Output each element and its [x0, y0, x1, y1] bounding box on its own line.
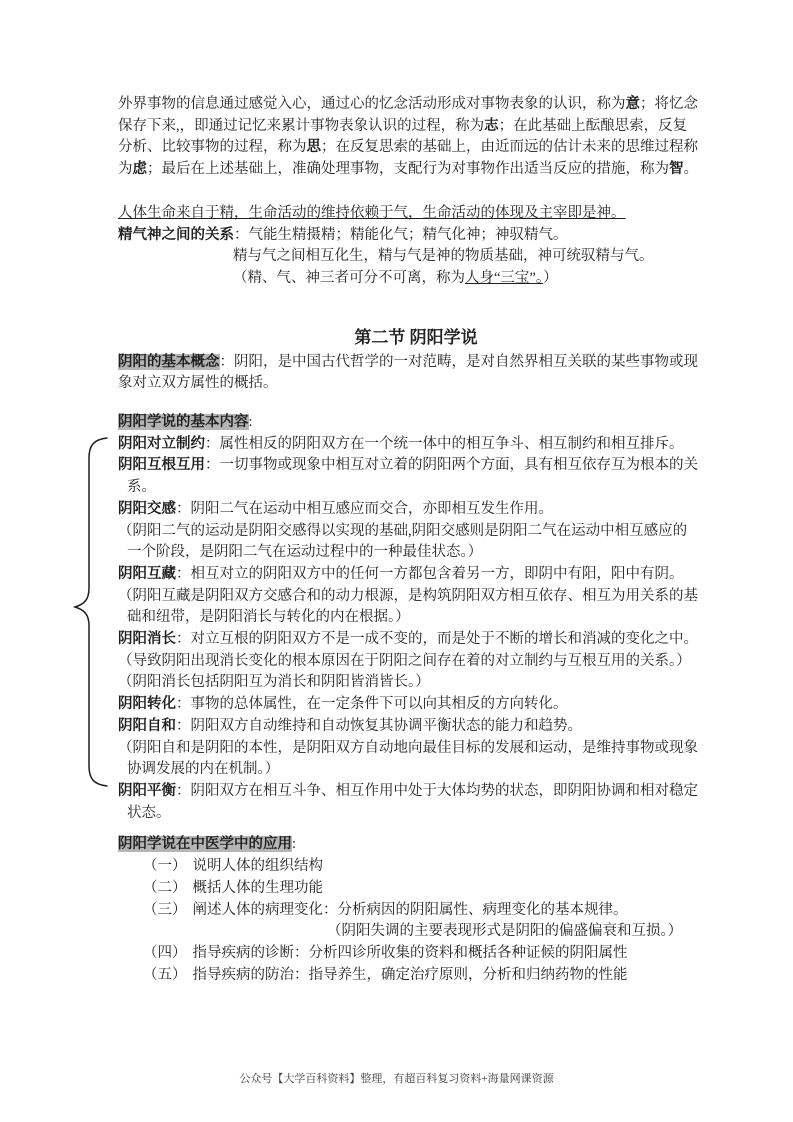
text-segment: 阴阳对立制约: [118, 435, 205, 452]
paragraph-yinyang-concept: [118, 352, 714, 395]
text-segment: 说明人体的组织结构: [192, 858, 323, 875]
text-segment: 阐述人体的病理变化：分析病因的阴阳属性、病理变化的基本规律。: [192, 901, 628, 918]
text-segment: :: [248, 414, 253, 431]
section-title: 第二节 阴阳学说: [354, 327, 478, 347]
text-line: [118, 455, 714, 477]
heading-yinyang-basic-content: [118, 412, 714, 434]
text-line: [118, 203, 714, 225]
text-segment: 思: [306, 139, 321, 156]
text-segment: ；在反复思索的基础上，由近而远的估计未来的思维过程称: [321, 139, 698, 156]
item-number: （四）: [143, 944, 187, 961]
footer-note: 公众号【大学百科资料】整理，有超百科复习资料+海量网课资源: [239, 1073, 554, 1085]
text-segment: ；将忆念: [640, 96, 698, 112]
text-segment: 精气神之间的关系: [118, 226, 234, 243]
text-segment: ）: [543, 269, 558, 286]
text-segment: （精、气、神三者可分不可离，称为: [233, 269, 465, 286]
text-segment: 象对立双方属性的概括。: [118, 375, 278, 392]
text-segment: 阴阳互根互用: [118, 457, 205, 474]
text-segment: 外界事物的信息通过感觉入心，通过心的忆念活动形成对事物表象的认识，称为: [118, 96, 626, 112]
text-segment: ；在此基础上酝酿思索，反复: [498, 117, 688, 134]
text-line: [118, 586, 714, 608]
text-segment: （阴阳二气的运动是阴阳交感得以实现的基础,阴阳交感则是阴阳二气在运动中相互感应的: [118, 522, 688, 539]
text-segment: 保存下来,，即通过记忆来累计事物表象认识的过程，称为: [118, 117, 485, 134]
text-line: [127, 759, 714, 781]
text-segment: ：一切事物或现象中相互对立着的阴阳两个方面，具有相互依存互为根本的关: [205, 457, 698, 474]
text-line: [118, 159, 714, 181]
text-segment: 阴阳自和: [118, 717, 176, 734]
text-segment: ：阴阳双方自动维持和自动恢复其协调平衡状态的能力和趋势。: [176, 717, 582, 734]
paragraph-heart-mind-terms: [118, 94, 714, 181]
item-text: [193, 858, 324, 874]
text-segment: 虑: [132, 161, 147, 178]
text-line: [118, 651, 714, 673]
application-list: [118, 856, 714, 986]
text-segment: （导致阴阳出现消长变化的根本原因在于阴阳之间存在着的对立制约与互根互用的关系。）: [118, 652, 691, 669]
text-segment: ：属性相反的阴阳双方在一个统一体中的相互争斗、相互制约和相互排斥。: [205, 435, 684, 452]
text-segment: （阴阳互藏是阴阳双方交感合和的动力根源，是构筑阴阳双方相互依存、相互为用关系的基: [118, 587, 698, 604]
document-body: [118, 94, 714, 986]
text-segment: 阴阳的基本概念: [118, 353, 220, 370]
text-line: [118, 521, 714, 543]
text-line: [118, 434, 714, 456]
text-segment: 系。: [127, 479, 156, 496]
text-segment: ：阴阳二气在运动中相互感应而交合，亦即相互发生作用。: [176, 500, 553, 517]
text-line: [118, 373, 714, 395]
text-segment: 状态。: [127, 804, 171, 821]
list-item: [118, 943, 714, 965]
text-line: [118, 116, 714, 138]
text-line: [127, 477, 714, 499]
text-segment: 志: [484, 117, 499, 134]
text-segment: ：事物的总体属性，在一定条件下可以向其相反的方向转化。: [176, 696, 568, 713]
list-item: [118, 900, 714, 943]
text-segment: 础和纽带，是阴阳消长与转化的内在根据。）: [127, 609, 410, 626]
text-segment: ：气能生精摄精；精能化气；精气化神；神驭精气。: [234, 226, 568, 243]
item-text: [193, 945, 628, 961]
text-segment: 阴阳学说在中医学中的应用: [118, 836, 292, 853]
text-segment: 一个阶段，是阴阳二气在运动过程中的一种最佳状态。）: [127, 544, 483, 561]
text-segment: 。: [683, 161, 698, 178]
item-number: （二）: [143, 879, 187, 896]
text-segment: ：阴阳双方在相互斗争、相互作用中处于大体均势的状态，即阴阳协调和相对稳定: [176, 782, 698, 799]
list-item: [118, 878, 714, 900]
text-line: [127, 607, 714, 629]
text-segment: 智: [669, 161, 684, 178]
text-segment: （阴阳消长包括阴阳互为消长和阴阳皆消皆长。）: [118, 674, 430, 691]
text-line: [118, 352, 714, 374]
text-segment: ；最后在上述基础上，准确处理事物，支配行为对事物作出适当反应的措施，称为: [147, 161, 669, 178]
text-segment: 阴阳消长: [118, 631, 176, 648]
item-number: （一）: [143, 858, 187, 875]
list-item: [118, 856, 714, 878]
text-line: [118, 499, 714, 521]
text-segment: 阴阳平衡: [118, 782, 176, 799]
text-line: [118, 629, 714, 651]
heading-yinyang-application: [118, 834, 714, 856]
text-line: [118, 137, 714, 159]
text-line: [118, 564, 714, 586]
text-line: [118, 781, 714, 803]
text-segment: 阴阳学说的基本内容: [118, 414, 249, 431]
text-segment: 意: [625, 96, 640, 112]
text-segment: 阴阳转化: [118, 696, 176, 713]
text-segment: ：阴阳，是中国古代哲学的一对范畴，是对自然界相互关联的某些事物或现: [219, 353, 698, 370]
text-line: [118, 225, 714, 247]
text-segment: ：相互对立的阴阳双方中的任何一方都包含着另一方，即阴中有阳，阳中有阴。: [176, 565, 684, 582]
item-text: [193, 902, 628, 918]
text-segment: 协调发展的内在机制。）: [127, 761, 280, 778]
text-segment: 阴阳互藏: [118, 565, 176, 582]
yinyang-content-list: [118, 434, 714, 825]
item-subnote: （阴阳失调的主要表现形式是阴阳的偏盛偏衰和互损。）: [327, 923, 683, 940]
text-line: [118, 716, 714, 738]
text-line: [118, 672, 714, 694]
item-number: （五）: [143, 966, 187, 983]
text-line: [127, 542, 714, 564]
text-segment: 人身“三宝”。: [465, 269, 544, 286]
text-line: [233, 268, 714, 290]
paragraph-jing-qi-shen: [118, 203, 714, 290]
text-segment: 指导疾病的防治：指导养生，确定治疗原则，分析和归纳药物的性能: [192, 966, 628, 983]
text-segment: 精与气之间相互化生，精与气是神的物质基础，神可统驭精与气。: [233, 248, 654, 265]
item-number: （三）: [143, 901, 187, 918]
text-segment: 指导疾病的诊断：分析四诊所收集的资料和概括各种证候的阴阳属性: [192, 944, 628, 961]
text-line: [233, 246, 714, 268]
text-segment: 分析、比较事物的过程，称为: [118, 139, 307, 156]
list-item: [118, 965, 714, 987]
text-segment: （阴阳自和是阴阳的本性，是阴阳双方自动地向最佳目标的发展和运动，是维持事物或现象: [118, 739, 698, 756]
item-text: [193, 967, 628, 983]
text-line: [118, 94, 714, 116]
text-line: [118, 738, 714, 760]
text-segment: :: [292, 836, 297, 853]
text-segment: 为: [118, 161, 133, 178]
text-line: [118, 694, 714, 716]
text-segment: ：对立互根的阴阳双方不是一成不变的，而是处于不断的增长和消减的变化之中。: [176, 631, 698, 648]
text-segment: 阴阳交感: [118, 500, 176, 517]
text-segment: 人体生命来自于精，生命活动的维持依赖于气，生命活动的体现及主宰即是神。: [118, 204, 626, 221]
item-text: [193, 880, 324, 896]
text-line: [127, 803, 714, 825]
text-segment: 概括人体的生理功能: [192, 879, 323, 896]
curly-brace: [73, 436, 108, 788]
